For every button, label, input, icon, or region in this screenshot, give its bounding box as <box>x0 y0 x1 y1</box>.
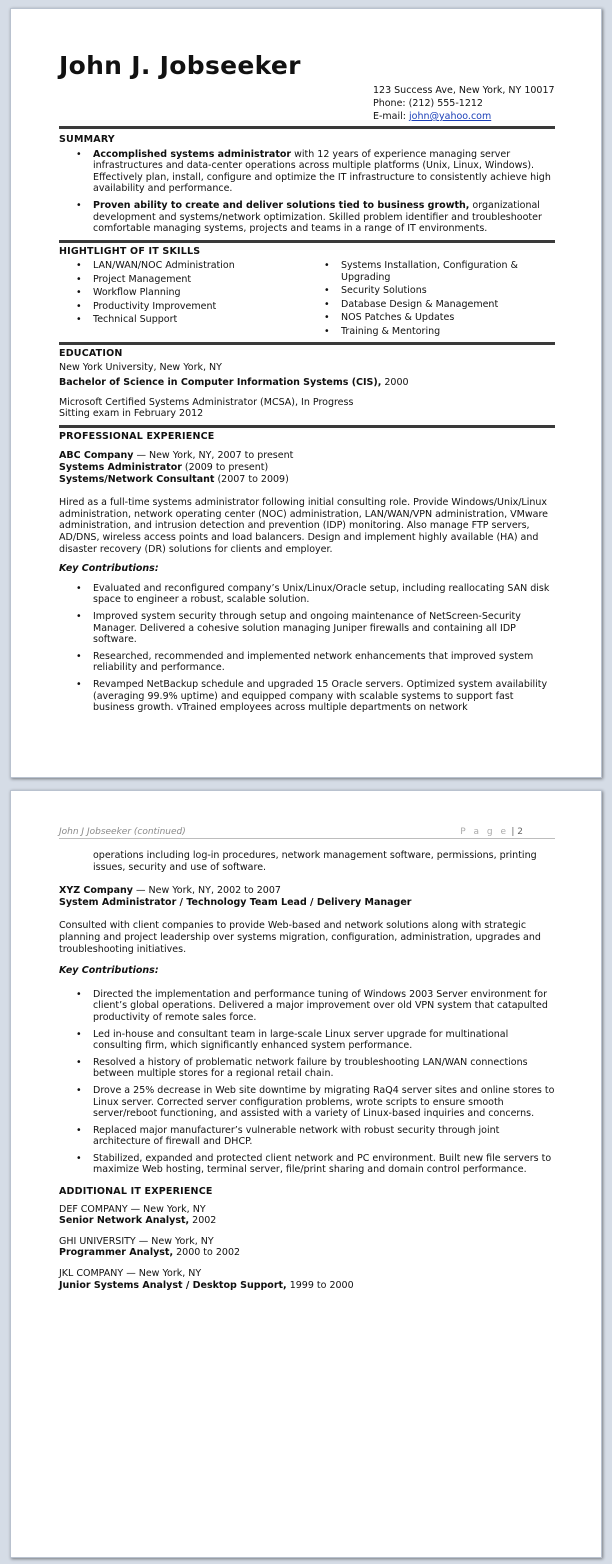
additional-heading: ADDITIONAL IT EXPERIENCE <box>59 1186 213 1198</box>
address: 123 Success Ave, New York, NY 10017 <box>373 85 555 96</box>
additional-company: GHI UNIVERSITY — New York, NY <box>59 1235 214 1247</box>
skills-columns <box>59 260 555 339</box>
skill-item: • NOS Patches & Updates <box>307 312 555 324</box>
contribution-item: • Stabilized, expanded and protected client network and PC environment. Built new file servers to maximize Web hosting, terminal server, file/print sharing and domain control performance. <box>59 1153 555 1176</box>
page1-body <box>59 126 555 719</box>
skill-item: • Systems Installation, Configuration & Upgrading <box>307 260 555 283</box>
contribution-item: • Researched, recommended and implemented network enhancements that improved system reliability and performance. <box>59 651 555 674</box>
skills-heading: HIGHTLIGHT OF IT SKILLS <box>59 245 201 257</box>
skill-item: • Project Management <box>59 274 307 286</box>
additional-role: Programmer Analyst, 2000 to 2002 <box>59 1247 241 1259</box>
contribution-item: • Directed the implementation and performance tuning of Windows 2003 Server environment for client’s global operations. Delivered a major improvement over old VPN system that catapulted productivity of remote sales force. <box>59 989 555 1024</box>
abc-continued-text: operations including log-in procedures, network management software, permissions, printing issues, security and use of software. <box>93 850 537 873</box>
page-number: P a g e | 2 <box>460 827 523 837</box>
running-header <box>59 827 555 839</box>
summary-heading: SUMMARY <box>59 134 115 145</box>
contribution-item: • Revamped NetBackup schedule and upgraded 15 Oracle servers. Optimized system availability (averaging 99.9% uptime) and equipped company with scalable systems to support fast business growth. vTrained employees across multiple departments on network <box>59 679 555 714</box>
additional-role: Senior Network Analyst, 2002 <box>59 1215 217 1227</box>
contribution-item: • Drove a 25% decrease in Web site downtime by migrating RaQ4 server sites and online stores to Linux server. Corrected server configuration problems, wrote scripts to ensure smooth server/reboot functioning, and assisted with a variety of Linux-based inquiries and concerns. <box>59 1085 555 1120</box>
section-divider <box>59 126 555 129</box>
phone: Phone: (212) 555-1212 <box>373 98 483 109</box>
section-divider <box>59 240 555 243</box>
xyz-role: System Administrator / Technology Team Lead / Delivery Manager <box>59 896 412 908</box>
skill-item: • Database Design & Management <box>307 299 555 311</box>
page2-body <box>59 850 555 1291</box>
summary-item: • Accomplished systems administrator with 12 years of experience managing server infrastructures and data-center operations across multiple platforms (Unix, Linux, Windows). Effectively plan, install, configure and optimize the IT infrastructure to consistently achieve high availability and performance. <box>59 149 555 195</box>
xyz-contributions-list <box>59 989 555 1176</box>
abc-role-1: Systems Administrator (2009 to present) <box>59 462 269 474</box>
skills-left-list <box>59 260 307 339</box>
education-heading: EDUCATION <box>59 347 123 359</box>
skill-item: • Training & Mentoring <box>307 326 555 338</box>
experience-heading: PROFESSIONAL EXPERIENCE <box>59 430 215 442</box>
abc-role-2: Systems/Network Consultant (2007 to 2009) <box>59 473 289 485</box>
contact-block <box>373 84 555 123</box>
resume-page-2 <box>10 790 602 1558</box>
degree: Bachelor of Science in Computer Information Systems (CIS), 2000 <box>59 377 409 389</box>
skill-item: • Workflow Planning <box>59 287 307 299</box>
abc-company: ABC Company — New York, NY, 2007 to present <box>59 450 294 462</box>
certification: Microsoft Certified Systems Administrator (MCSA), In Progress <box>59 396 354 408</box>
email-label: E-mail: <box>373 111 410 122</box>
candidate-name: John J. Jobseeker <box>59 51 301 80</box>
skill-item: • Security Solutions <box>307 285 555 297</box>
school: New York University, New York, NY <box>59 362 222 374</box>
contribution-item: • Resolved a history of problematic network failure by troubleshooting LAN/WAN connections between multiple stores for a regional retail chain. <box>59 1057 555 1080</box>
contribution-item: • Evaluated and reconfigured company’s Unix/Linux/Oracle setup, including reallocating SAN disk space to engineer a robust, scalable solution. <box>59 583 555 606</box>
email-link[interactable]: john@yahoo.com <box>409 111 492 122</box>
skill-item: • LAN/WAN/NOC Administration <box>59 260 307 272</box>
additional-company: DEF COMPANY — New York, NY <box>59 1203 206 1215</box>
abc-contributions-list <box>59 583 555 714</box>
xyz-description: Consulted with client companies to provide Web-based and network solutions along with strategic planning and project leadership over systems migration, configuration, administration, upgrades and troubleshooting initiatives. <box>59 920 541 955</box>
xyz-company: XYZ Company — New York, NY, 2002 to 2007 <box>59 885 281 897</box>
skill-item: • Productivity Improvement <box>59 301 307 313</box>
section-divider <box>59 342 555 345</box>
summary-list <box>59 149 555 235</box>
email-line <box>373 110 555 123</box>
xyz-key-contributions-heading: Key Contributions: <box>59 965 159 977</box>
abc-key-contributions-heading: Key Contributions: <box>59 563 159 575</box>
skill-item: • Technical Support <box>59 314 307 326</box>
certification-note: Sitting exam in February 2012 <box>59 408 204 420</box>
additional-role: Junior Systems Analyst / Desktop Support, 1999 to 2000 <box>59 1279 354 1291</box>
contribution-item: • Replaced major manufacturer’s vulnerable network with robust security through joint architecture of firewall and DHCP. <box>59 1125 555 1148</box>
summary-item: • Proven ability to create and deliver solutions tied to business growth, organizational development and systems/network optimization. Skilled problem identifier and troubleshooter comfortable managing systems, projects and teams in a range of IT environments. <box>59 200 555 235</box>
contribution-item: • Improved system security through setup and ongoing maintenance of NetScreen-Security Manager. Delivered a cohesive solution managing Juniper firewalls and containing all IDP software. <box>59 611 555 646</box>
contribution-item: • Led in-house and consultant team in large-scale Linux server upgrade for multinational consulting firm, which significantly enhanced system performance. <box>59 1029 555 1052</box>
resume-page-1 <box>10 8 602 778</box>
additional-company: JKL COMPANY — New York, NY <box>59 1268 202 1280</box>
running-title: John J Jobseeker (continued) <box>59 827 186 837</box>
abc-description: Hired as a full-time systems administrator following initial consulting role. Provide Windows/Unix/Linux administration, network operating center (NOC) administration, LAN/WAN/VPN administration, VMware administration, and intrusion detection and prevention (IDP) monitoring. Also manage FTP servers, AD/DNS, wireless access points and load balancers. Design and implement highly available (HA) and disaster recovery (DR) solutions for clients and employer. <box>59 497 548 555</box>
section-divider <box>59 425 555 428</box>
skills-right-list <box>307 260 555 339</box>
